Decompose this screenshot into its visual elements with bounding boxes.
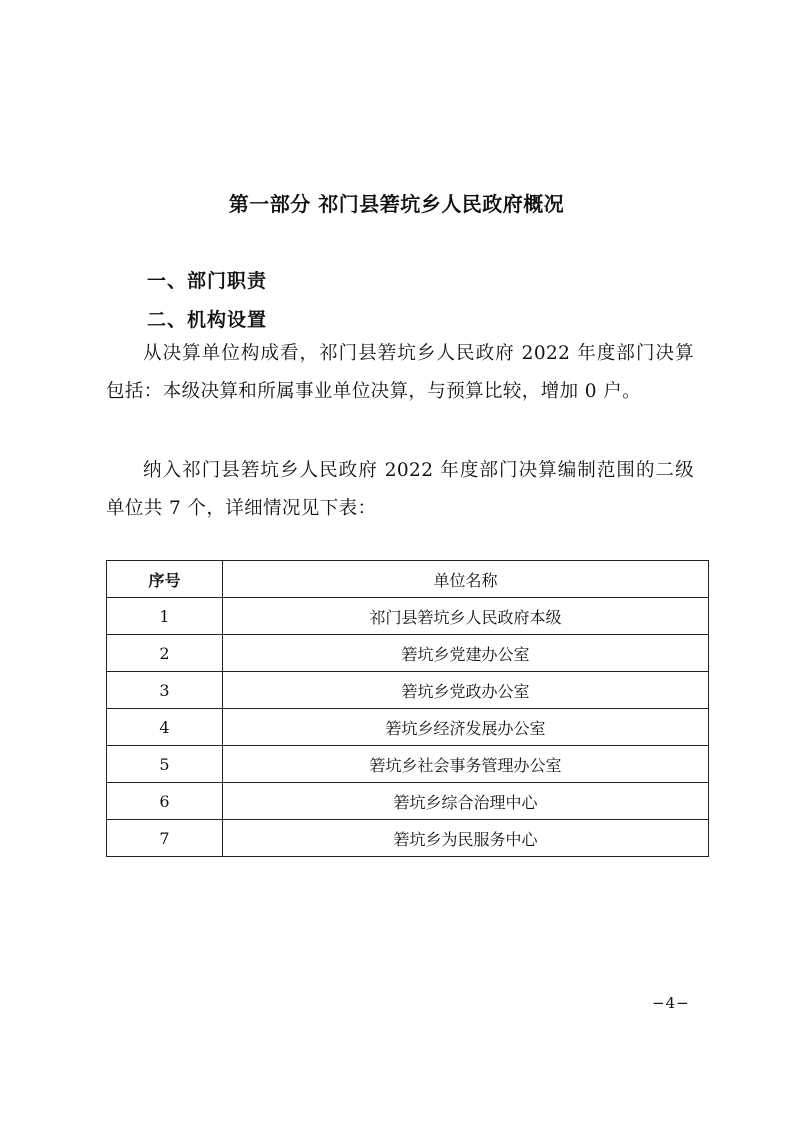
table-header-row: [107, 561, 709, 598]
table-row: [107, 783, 709, 820]
row-index: 4: [107, 709, 223, 746]
row-unit-name: 箬坑乡综合治理中心: [223, 783, 709, 820]
table-row: [107, 820, 709, 857]
row-unit-name: 祁门县箬坑乡人民政府本级: [223, 598, 709, 635]
row-index: 3: [107, 672, 223, 709]
table-row: [107, 746, 709, 783]
section-heading-duties: 一、部门职责: [147, 270, 268, 292]
section-heading-structure: 二、机构设置: [147, 309, 268, 331]
page-number: −4−: [652, 994, 690, 1012]
header-unit-name: 单位名称: [223, 561, 709, 598]
row-index: 1: [107, 598, 223, 635]
row-index: 7: [107, 820, 223, 857]
paragraph-secondary-units: 纳入祁门县箬坑乡人民政府 2022 年度部门决算编制范围的二级单位共 7 个，详细情况见下表：: [106, 460, 694, 519]
header-index: 序号: [107, 561, 223, 598]
page-title: 第一部分 祁门县箬坑乡人民政府概况: [228, 192, 565, 216]
table-row: [107, 672, 709, 709]
row-unit-name: 箬坑乡社会事务管理办公室: [223, 746, 709, 783]
table-row: [107, 598, 709, 635]
row-index: 6: [107, 783, 223, 820]
row-unit-name: 箬坑乡为民服务中心: [223, 820, 709, 857]
units-table: [106, 560, 709, 857]
row-index: 2: [107, 635, 223, 672]
row-unit-name: 箬坑乡党建办公室: [223, 635, 709, 672]
table-row: [107, 635, 709, 672]
row-index: 5: [107, 746, 223, 783]
paragraph-budget-composition: 从决算单位构成看，祁门县箬坑乡人民政府 2022 年度部门决算包括：本级决算和所属事业单位决算，与预算比较，增加 0 户。: [106, 343, 694, 402]
row-unit-name: 箬坑乡党政办公室: [223, 672, 709, 709]
row-unit-name: 箬坑乡经济发展办公室: [223, 709, 709, 746]
table-row: [107, 709, 709, 746]
